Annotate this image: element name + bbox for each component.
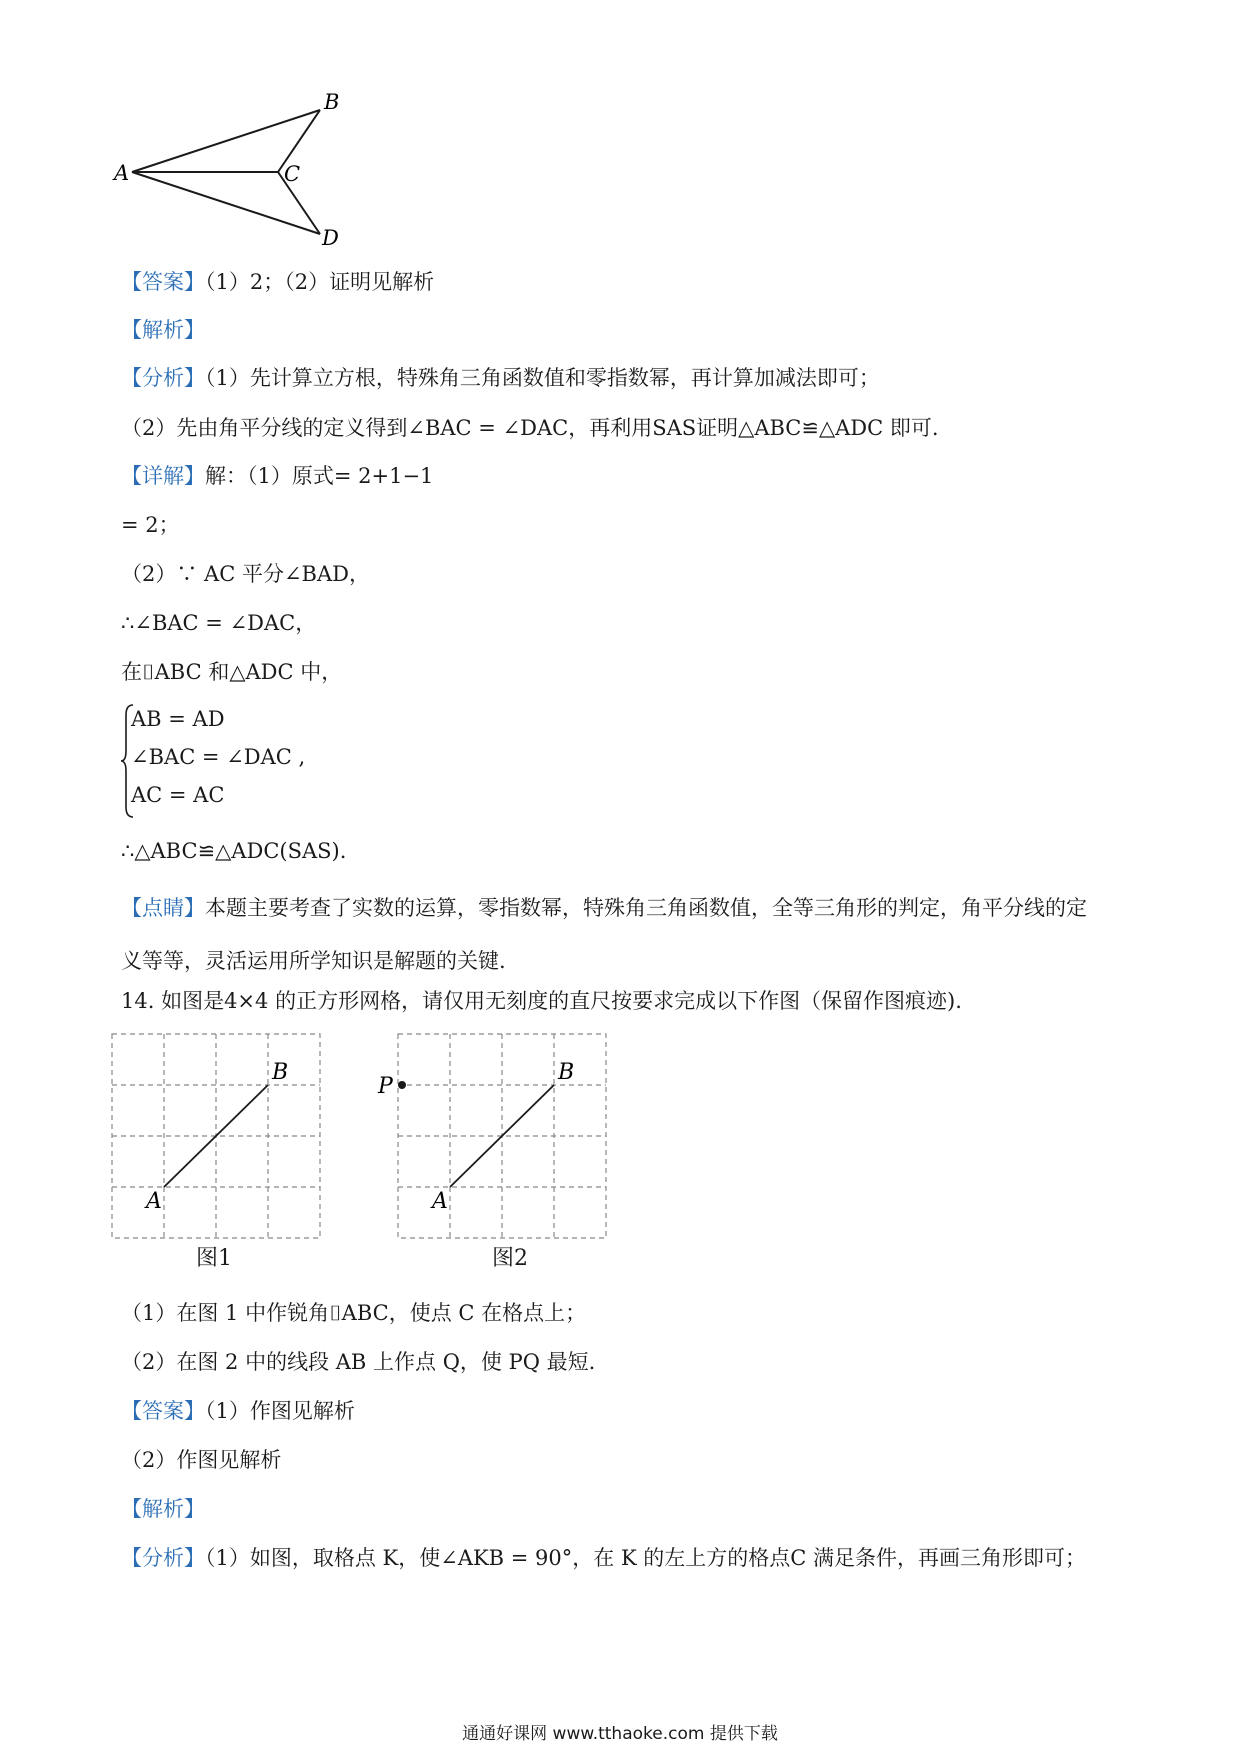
point-label-c: C — [284, 162, 301, 186]
point-label-a: A — [114, 161, 130, 185]
figure-1-caption: 图1 — [196, 1246, 232, 1271]
point-label-d: D — [322, 226, 339, 250]
detail-line-3: （2）∵ AC 平分∠BAD， — [121, 562, 370, 586]
analysis-text: 【分析】（1）先计算立方根，特殊角三角函数值和零指数幂，再计算加减法即可； — [121, 366, 880, 390]
analysis-heading: 【解析】 — [121, 318, 205, 342]
conclusion-line: ∴△ABC≌△ADC(SAS). — [121, 839, 347, 863]
analysis-heading-2: 【解析】 — [121, 1497, 205, 1521]
point-label-b: B — [324, 90, 340, 114]
grid2-label-p: P — [378, 1074, 393, 1099]
equation-system — [121, 703, 381, 819]
equation-1: AB = AD — [131, 707, 225, 731]
question-14: 14. 如图是4×4 的正方形网格，请仅用无刻度的直尺按要求完成以下作图（保留作图痕迹). — [121, 989, 962, 1013]
analysis-text-2: （2）先由角平分线的定义得到∠BAC = ∠DAC，再利用SAS证明△ABC≌△ADC 即可. — [121, 416, 939, 440]
figure-2-caption: 图2 — [492, 1246, 528, 1271]
comment-line-1: 【点睛】本题主要考查了实数的运算，零指数幂，特殊角三角函数值，全等三角形的判定，角平分线的定 — [121, 896, 1087, 920]
grid2-label-b: B — [558, 1060, 575, 1085]
subquestion-1: （1）在图 1 中作锐角⌷ABC，使点 C 在格点上； — [121, 1301, 587, 1325]
kite-figure — [100, 90, 360, 250]
detail-line-1: 【详解】解：（1）原式= 2+1−1 — [121, 464, 434, 488]
subquestion-2: （2）在图 2 中的线段 AB 上作点 Q，使 PQ 最短. — [121, 1350, 596, 1374]
page-footer: 通通好课网 www.tthaoke.com 提供下载 — [462, 1724, 778, 1744]
grid1-label-b: B — [272, 1060, 289, 1085]
equation-3: AC = AC — [131, 783, 225, 807]
grid2-label-a: A — [432, 1189, 448, 1214]
equation-2: ∠BAC = ∠DAC , — [131, 745, 306, 769]
answer-line: 【答案】（1）2；（2）证明见解析 — [121, 270, 435, 294]
comment-line-2: 义等等，灵活运用所学知识是解题的关键. — [121, 949, 506, 973]
answer-line-3: （2）作图见解析 — [121, 1448, 282, 1472]
grid1-label-a: A — [146, 1189, 162, 1214]
grid-figure-1 — [108, 1030, 330, 1240]
analysis-text-3: 【分析】（1）如图，取格点 K，使∠AKB = 90°，在 K 的左上方的格点C 满足条件，再画三角形即可； — [121, 1546, 1087, 1570]
detail-line-4: ∴∠BAC = ∠DAC， — [121, 611, 317, 635]
answer-line-2: 【答案】（1）作图见解析 — [121, 1399, 355, 1423]
grid-figure-2 — [374, 1030, 614, 1240]
detail-line-2: = 2； — [121, 513, 180, 537]
detail-line-5: 在⌷ABC 和△ADC 中， — [121, 660, 343, 684]
